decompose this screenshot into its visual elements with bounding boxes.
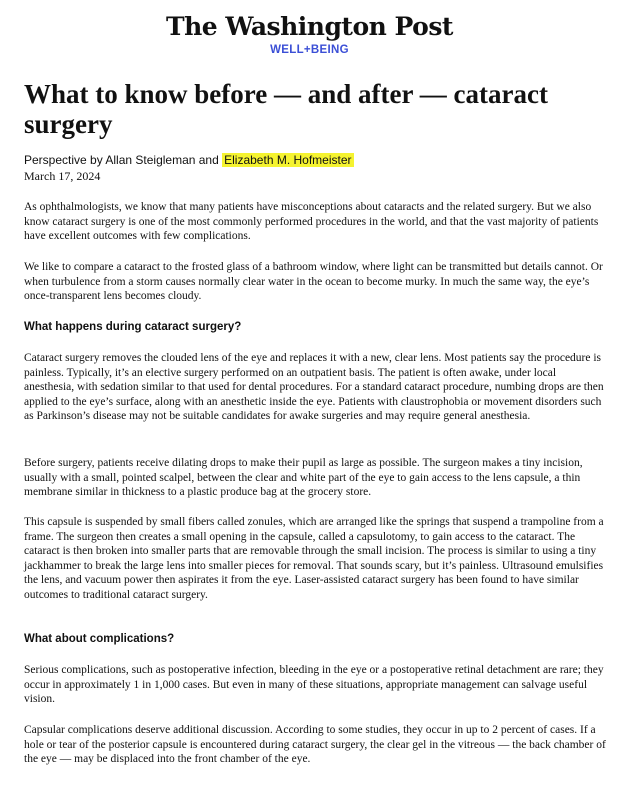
masthead [0,12,619,56]
paragraph-complications: Serious complications, such as postoperative infection, bleeding in the eye or a postoperative retinal detachment are rare; they occur in approximately 1 in 1,000 cases. But even in many of these situations, appropriate management can salvage useful vision. [24,664,604,705]
section-label[interactable]: WELL+BEING [270,44,349,56]
subhead-surgery: What happens during cataract surgery? [24,321,242,333]
byline-prefix: Perspective by Allan Steigleman and [24,153,223,167]
publication-logo[interactable]: The Washington Post [166,12,453,41]
author-highlighted[interactable]: Elizabeth M. Hofmeister [224,153,352,167]
article-headline: What to know before — and after — cataract surgery [24,79,548,139]
paragraph-analogy: We like to compare a cataract to the frosted glass of a bathroom window, where light can be transmitted but details cannot. Or when turbulence from a storm causes normally clear water in the ocean to become murky. In much the same way, the eye’s once-transparent lens becomes cloudy. [24,261,603,302]
subhead-complications: What about complications? [24,633,175,645]
paragraph-intro: As ophthalmologists, we know that many patients have misconceptions about cataracts and the related surgery. But we also know cataract surgery is one of the most commonly performed procedures in the world, and that the vast majority of patients have excellent outcomes with few complications. [24,201,599,242]
paragraph-before-surgery: Before surgery, patients receive dilating drops to make their pupil as large as possible. The surgeon makes a tiny incision, usually with a small, pointed scalpel, between the clear and white part of the eye to gain access to the lens capsule, a thin membrane similar in thickness to a plastic produce bag at the grocery store. [24,457,583,498]
paragraph-capsular: Capsular complications deserve additional discussion. According to some studies, they occur in up to 2 percent of cases. If a hole or tear of the posterior capsule is encountered during cataract surgery, the clear gel in the vitreous — the back chamber of the eye — may be displaced into the front chamber of the eye. [24,724,606,765]
paragraph-procedure: Cataract surgery removes the clouded lens of the eye and replaces it with a new, clear lens. Most patients say the procedure is painless. Typically, it’s an elective surgery performed on an outpatient basis. The patient is often awake, under local anesthesia, with sedation similar to that used for dental procedures. For a standard cataract procedure, numbing drops are then applied to the eye’s surface, along with an anesthetic inside the eye. Patients with claustrophobia or movement disorders such as Parkinson’s disease may not be suitable candidates for awake surgeries and may require general anesthesia. [24,352,604,422]
byline [24,153,354,167]
publish-date: March 17, 2024 [24,169,101,183]
paragraph-capsule: This capsule is suspended by small fibers called zonules, which are arranged like the springs that suspend a trampoline from a frame. The surgeon then creates a small opening in the capsule, called a capsulotomy, to gain access to the cataract. The cataract is then broken into smaller parts that are removable through the small incision. The process is similar to using a tiny jackhammer to break the large lens into smaller pieces for removal. That sounds scary, but it’s painless. Ultrasound emulsifies the lens, and vacuum power then aspirates it from the eye. Laser-assisted cataract surgery has been found to have similar outcomes to traditional cataract surgery. [24,516,604,601]
